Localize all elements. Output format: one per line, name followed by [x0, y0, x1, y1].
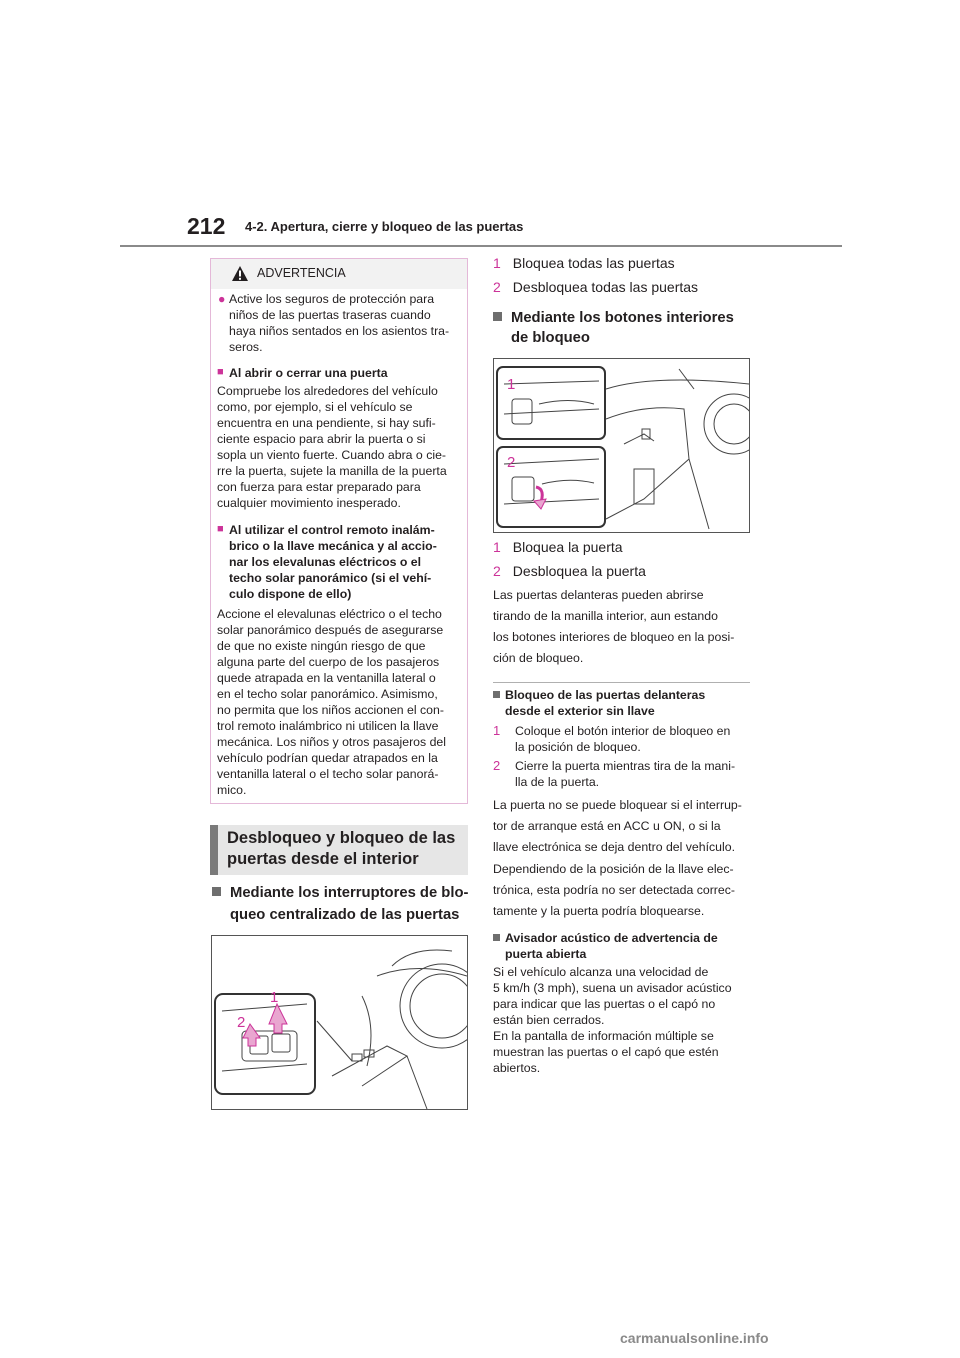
warning-subtitle: nar los elevalunas eléctricos o el	[229, 555, 422, 569]
paragraph-line: para indicar que las puertas o el capó no	[493, 997, 716, 1011]
list-item	[493, 279, 698, 295]
paragraph-line: abiertos.	[493, 1061, 541, 1075]
paragraph-line: tirando de la manilla interior, aun estando	[493, 609, 718, 623]
warning-text-line: como, por ejemplo, si el vehículo se	[217, 400, 413, 414]
warning-subtitle: brico o la llave mecánica y al accio-	[229, 539, 437, 553]
warning-text-line: ciente espacio para abrir la puerta o si	[217, 432, 426, 446]
list-item	[493, 539, 623, 555]
list-number: 1	[493, 255, 501, 271]
section-heading-bar	[210, 825, 218, 875]
list-text: Bloquea la puerta	[512, 539, 623, 555]
warning-bullet-line: seros.	[229, 340, 263, 354]
footer-watermark: carmanualsonline.info	[620, 1330, 769, 1346]
right-heading-line: Mediante los botones interiores	[511, 310, 734, 326]
warning-text-line: sopla un viento fuerte. Cuando abra o cie-	[217, 448, 447, 462]
warning-text-line: ventanilla lateral o el techo solar panorá-	[217, 767, 439, 781]
inside-lock-button-illustration	[493, 358, 750, 533]
square-bullet-icon: ■	[217, 523, 224, 535]
figure-label: 2	[507, 454, 516, 471]
list-number: 2	[493, 279, 501, 295]
figure-label: 1	[270, 989, 279, 1006]
subsection-title-line: desde el exterior sin llave	[505, 704, 655, 718]
paragraph-line: Dependiendo de la posición de la llave elec-	[493, 862, 734, 876]
subsection-title	[493, 930, 718, 946]
warning-text-line: de que no existe ningún riesgo de que	[217, 639, 426, 653]
left-heading-line: queo centralizado de las puertas	[230, 907, 460, 923]
step-line: Coloque el botón interior de bloqueo en	[515, 724, 731, 738]
section-heading-line: puertas desde el interior	[227, 850, 419, 868]
left-heading	[212, 882, 468, 904]
paragraph-line: Las puertas delanteras pueden abrirse	[493, 588, 704, 602]
list-text: Desbloquea todas las puertas	[512, 279, 699, 295]
figure-label: 2	[237, 1014, 246, 1031]
step-number: 1	[493, 723, 501, 738]
paragraph-line: están bien cerrados.	[493, 1013, 605, 1027]
warning-text-line: Accione el elevalunas eléctrico o el techo	[217, 607, 442, 621]
section-heading-line: Desbloqueo y bloqueo de las	[227, 829, 456, 847]
warning-text-line: con fuerza para estar preparado para	[217, 480, 421, 494]
step-number: 2	[493, 758, 501, 773]
subsection-title-line: Avisador acústico de advertencia de	[505, 931, 718, 945]
step-line: Cierre la puerta mientras tira de la mani-	[515, 759, 736, 773]
inside-lock-drawing	[494, 359, 749, 532]
step-line: lla de la puerta.	[515, 775, 600, 789]
paragraph-line: En la pantalla de información múltiple se	[493, 1029, 714, 1043]
warning-subtitle: techo solar panorámico (si el vehí-	[229, 571, 432, 585]
list-text: Desbloquea la puerta	[512, 563, 646, 579]
paragraph-line: los botones interiores de bloqueo en la posi-	[493, 630, 735, 644]
right-heading	[493, 307, 734, 329]
list-number: 1	[493, 539, 501, 555]
list-item	[493, 563, 646, 579]
warning-box	[210, 258, 468, 804]
paragraph-line: La puerta no se puede bloquear si el interrup-	[493, 798, 742, 812]
warning-bullet-line: haya niños sentados en los asientos tra-	[229, 324, 450, 338]
warning-triangle-icon	[231, 265, 249, 282]
warning-title: ADVERTENCIA	[257, 266, 346, 280]
paragraph-line: ción de bloqueo.	[493, 651, 584, 665]
warning-text-line: en el techo solar panorámico. Asimismo,	[217, 687, 438, 701]
warning-text-line: encuentra en una pendiente, si hay sufi-	[217, 416, 436, 430]
subsection-divider	[493, 682, 750, 683]
paragraph-line: 5 km/h (3 mph), suena un avisador acústico	[493, 981, 732, 995]
warning-text-line: cualquier movimiento inesperado.	[217, 496, 401, 510]
figure-label: 1	[507, 376, 516, 393]
section-heading-box	[210, 825, 468, 875]
subsection-title-line: puerta abierta	[505, 947, 587, 961]
warning-text-line: trol remoto inalámbrico ni utilicen la llave	[217, 719, 439, 733]
warning-text-line: quede atrapada en la ventanilla lateral o	[217, 671, 436, 685]
left-heading-line: Mediante los interruptores de blo-	[230, 885, 469, 901]
square-bullet-icon	[493, 691, 500, 698]
warning-text-line: alguna parte del cuerpo de los pasajeros	[217, 655, 440, 669]
warning-subtitle: culo dispone de ello)	[229, 587, 352, 601]
list-item	[493, 255, 675, 271]
square-bullet-icon	[493, 934, 500, 941]
paragraph-line: tamente y la puerta podría bloquearse.	[493, 904, 705, 918]
step-line: la posición de bloqueo.	[515, 740, 641, 754]
subsection-title-line: Bloqueo de las puertas delanteras	[505, 688, 706, 702]
central-lock-switch-illustration	[211, 935, 468, 1110]
subsection-title	[493, 687, 705, 703]
warning-subtitle: Al utilizar el control remoto inalám-	[229, 523, 435, 537]
warning-bullet-line: Active los seguros de protección para	[229, 292, 435, 306]
right-heading-line: de bloqueo	[511, 330, 590, 346]
paragraph-line: muestran las puertas o el capó que estén	[493, 1045, 719, 1059]
warning-text-line: mecánica. Los niños y otros pasajeros del	[217, 735, 446, 749]
square-bullet-icon: ■	[217, 366, 224, 378]
square-bullet-icon	[212, 887, 221, 896]
warning-text-line: mico.	[217, 783, 247, 797]
paragraph-line: tor de arranque está en ACC u ON, o si la	[493, 819, 721, 833]
bullet-dot-icon: ●	[218, 292, 226, 306]
warning-text-line: Compruebe los alrededores del vehículo	[217, 384, 438, 398]
paragraph-line: Si el vehículo alcanza una velocidad de	[493, 965, 709, 979]
list-text: Bloquea todas las puertas	[512, 255, 675, 271]
warning-text-line: solar panorámico después de asegurarse	[217, 623, 444, 637]
section-header-title: 4-2. Apertura, cierre y bloqueo de las puertas	[245, 219, 524, 234]
central-lock-drawing	[212, 936, 467, 1109]
list-number: 2	[493, 563, 501, 579]
warning-header	[211, 259, 467, 289]
step-item	[493, 723, 500, 739]
square-bullet-icon	[493, 312, 502, 321]
page-number: 212	[187, 213, 226, 239]
header-divider	[120, 245, 842, 247]
warning-text-line: no permita que los niños accionen el con-	[217, 703, 444, 717]
paragraph-line: trónica, esta podría no ser detectada correc-	[493, 883, 735, 897]
warning-subtitle: Al abrir o cerrar una puerta	[229, 366, 388, 380]
step-item	[493, 758, 500, 774]
warning-text-line: vehículo podrían quedar atrapados en la	[217, 751, 438, 765]
paragraph-line: llave electrónica se deja dentro del vehículo.	[493, 840, 735, 854]
warning-text-line: rre la puerta, sujete la manilla de la puerta	[217, 464, 447, 478]
warning-bullet-line: niños de las puertas traseras cuando	[229, 308, 431, 322]
